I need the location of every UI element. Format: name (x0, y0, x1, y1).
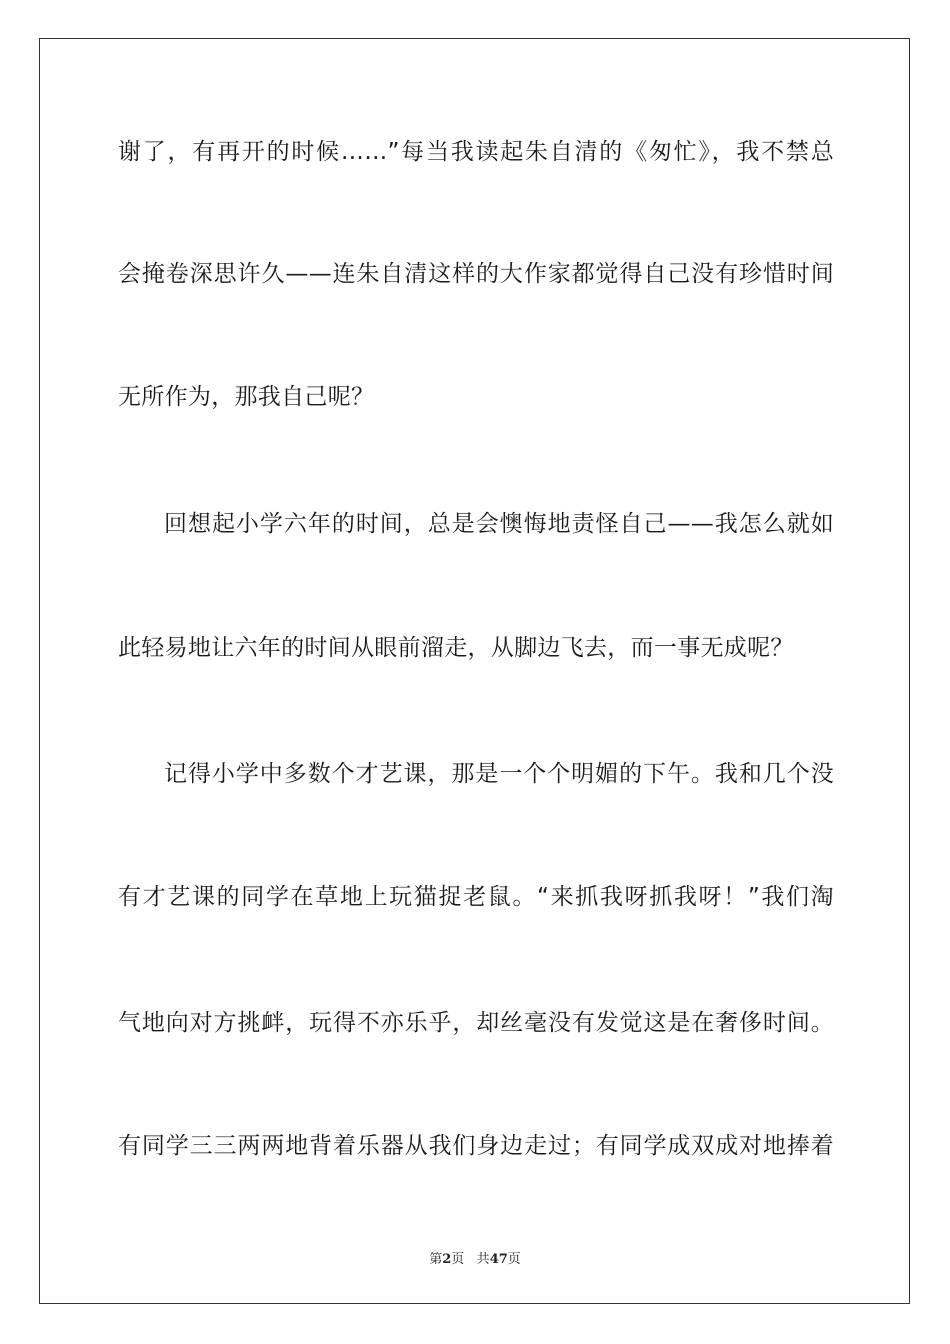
total-pages: 47 (489, 1252, 508, 1267)
body-line-8: 气地向对方挑衅，玩得不亦乐乎，却丝毫没有发觉这是在奢侈时间。 (118, 1010, 834, 1036)
total-prefix: 共 (476, 1252, 490, 1267)
body-line-6: 记得小学中多数个才艺课，那是一个个明媚的下午。我和几个没 (164, 761, 834, 787)
total-suffix: 页 (507, 1252, 521, 1267)
page-prefix: 第 (429, 1252, 443, 1267)
body-line-4: 回想起小学六年的时间，总是会懊悔地责怪自己——我怎么就如 (164, 511, 834, 537)
page-border (39, 38, 910, 1304)
body-line-3: 无所作为，那我自己呢？ (118, 384, 375, 410)
page-number: 2 (442, 1252, 452, 1267)
body-line-9: 有同学三三两两地背着乐器从我们身边走过；有同学成双成对地捧着 (118, 1133, 834, 1159)
body-line-1: 谢了，有再开的时候……”每当我读起朱自清的《匆忙》，我不禁总 (118, 139, 834, 165)
page-footer (0, 1248, 950, 1267)
body-line-5: 此轻易地让六年的时间从眼前溜走，从脚边飞去，而一事无成呢？ (118, 635, 794, 661)
body-line-2: 会掩卷深思许久——连朱自清这样的大作家都觉得自己没有珍惜时间 (118, 261, 834, 287)
body-line-7: 有才艺课的同学在草地上玩猫捉老鼠。“来抓我呀抓我呀！”我们淘 (118, 884, 834, 910)
page-suffix: 页 (451, 1252, 465, 1267)
